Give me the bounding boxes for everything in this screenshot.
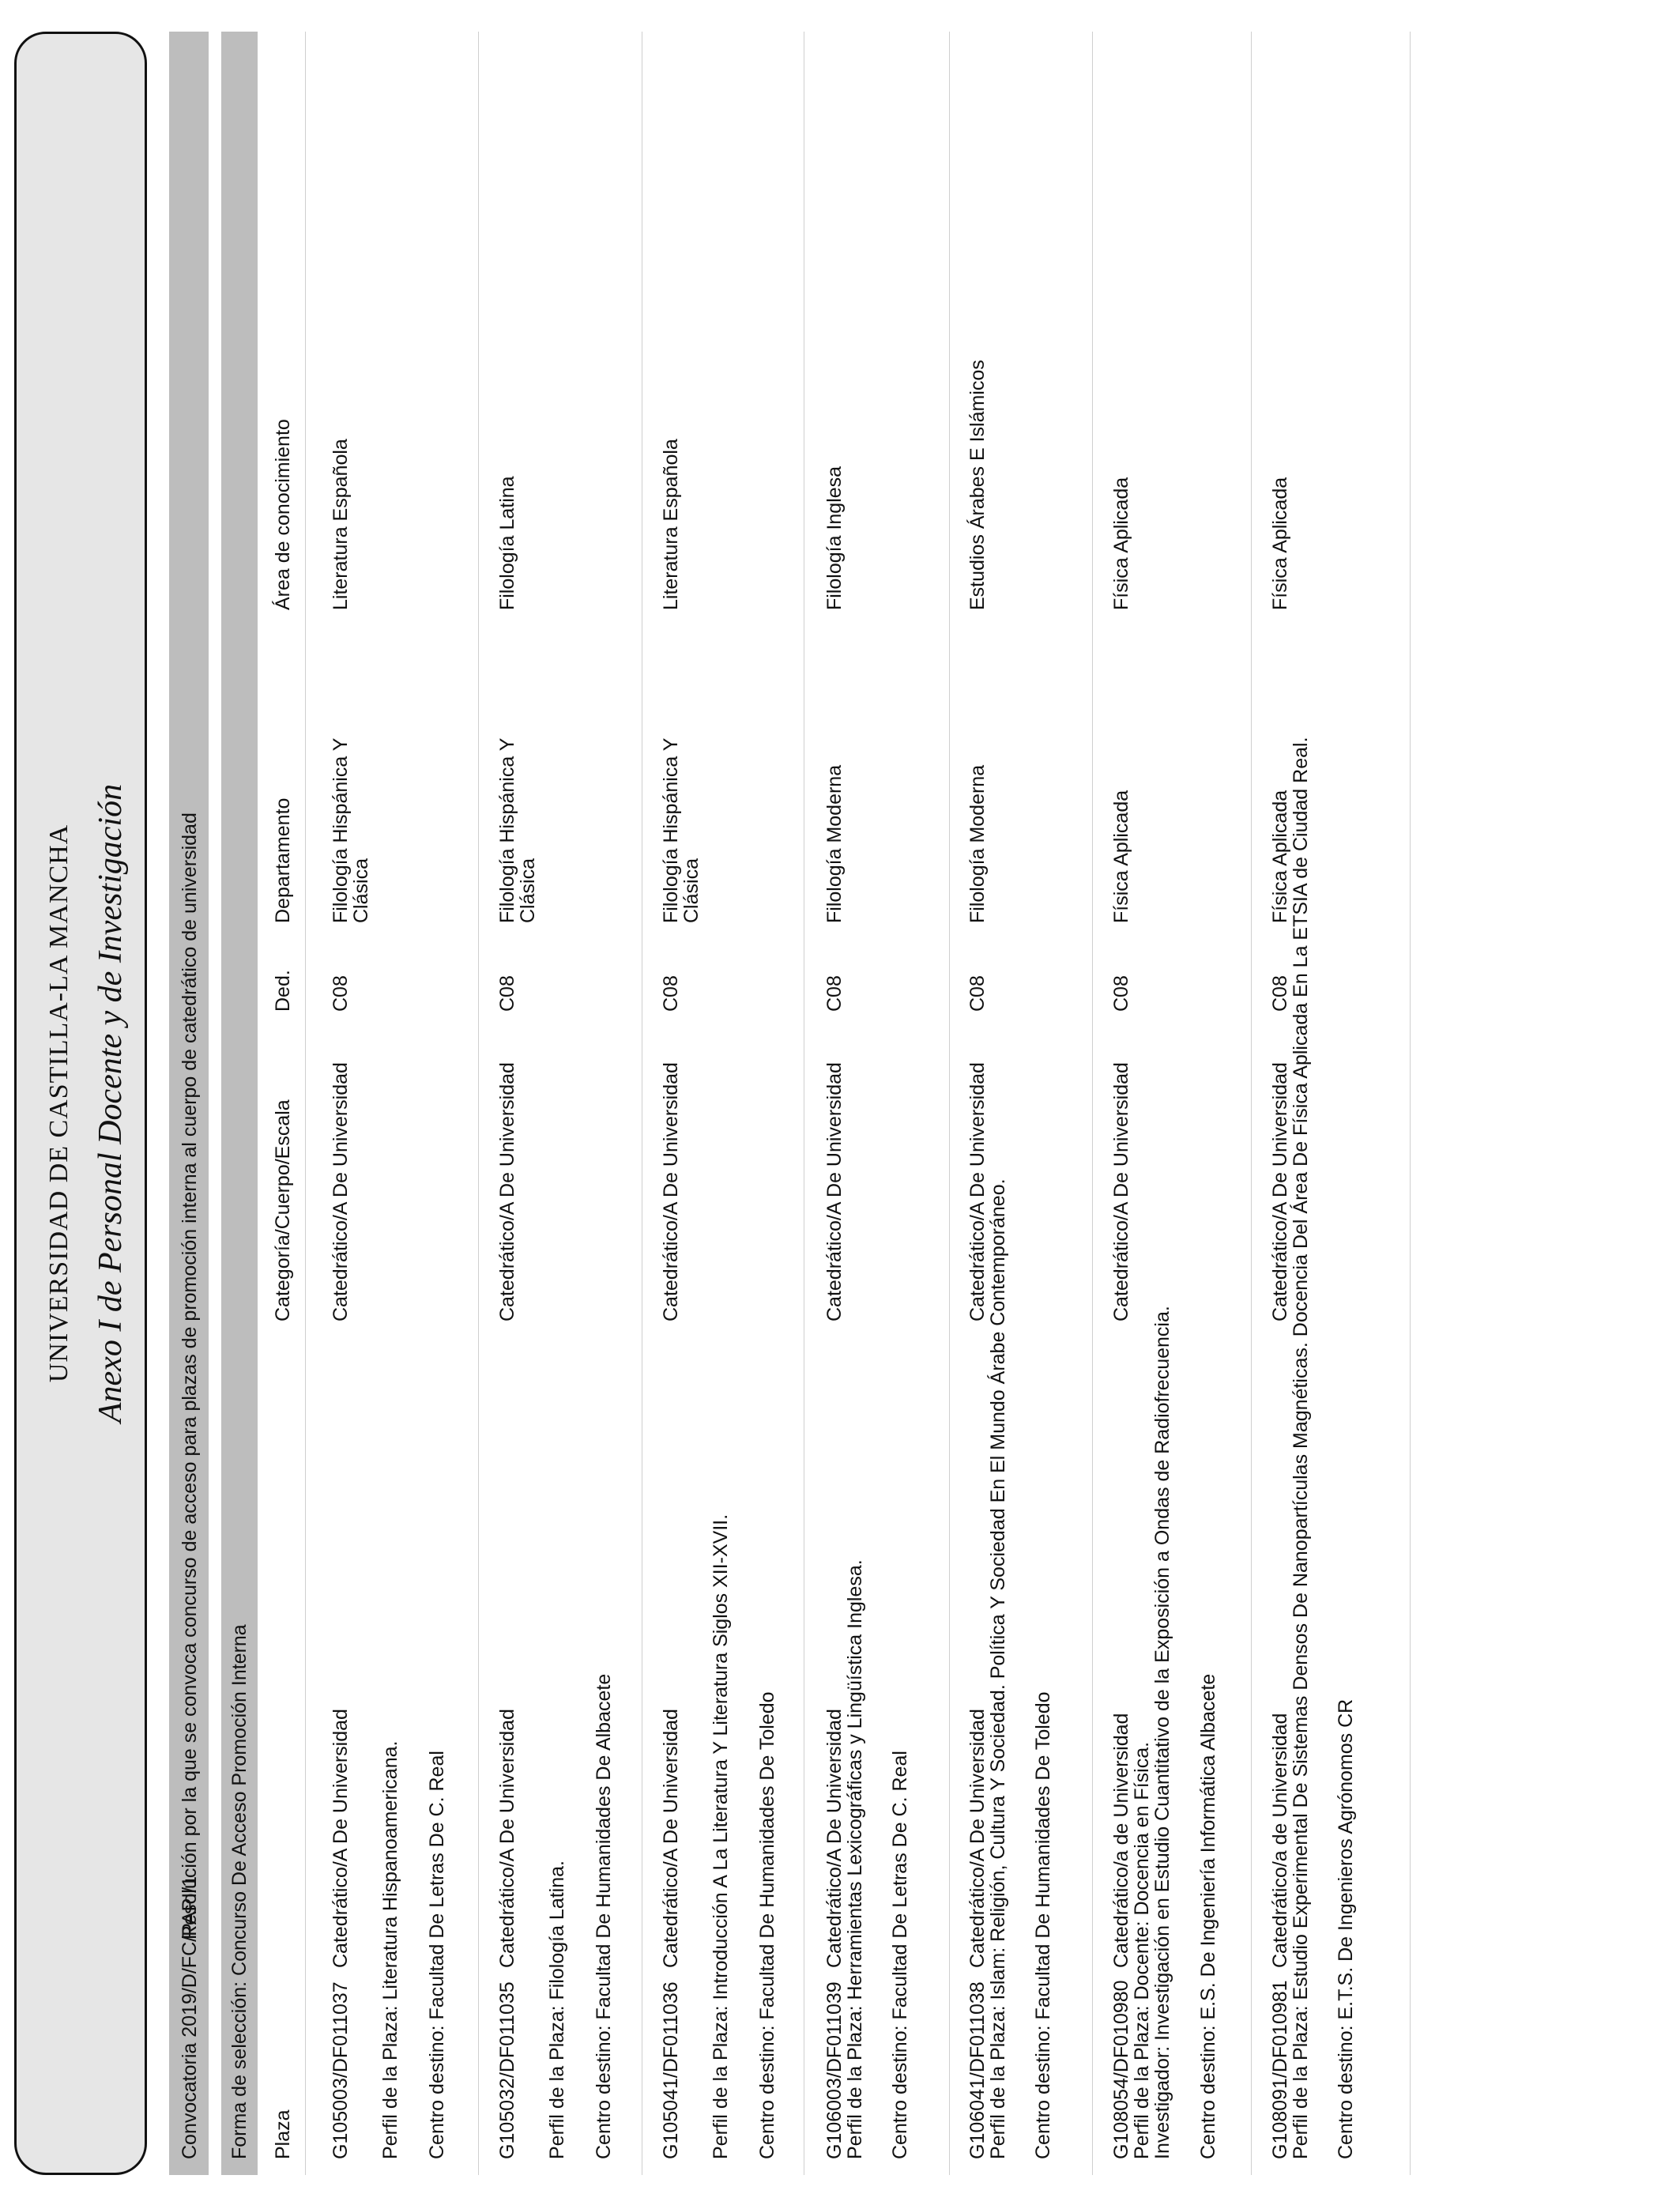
plaza-perfil: Perfil de la Plaza: Herramientas Lexicográficas y Lingüística Inglesa. (844, 1559, 866, 2159)
plaza-perfil: Perfil de la Plaza: Literatura Hispanoamericana. (379, 1740, 401, 2159)
plaza-categoria-short: Catedrático/a de Universidad (1269, 1713, 1291, 1968)
entry-departamento: Filología Moderna (823, 764, 846, 923)
entry-categoria: Catedrático/A De Universidad (330, 1062, 352, 1321)
plaza-centro-destino: Centro destino: E.T.S. De Ingenieros Agrónomos CR (1335, 1698, 1357, 2159)
entry-departamento: Filología Hispánica Y (330, 737, 352, 923)
seleccion-bar (221, 32, 258, 2175)
plaza-perfil: Perfil de la Plaza: Estudio Experimental De Sistemas Densos De Nanopartículas Magnéticas. Docencia Del Área De Física Aplicada En La ETSIA de Ciudad Real. (1290, 737, 1312, 2159)
entry-departamento-line2: Clásica (517, 858, 539, 923)
entry-categoria: Catedrático/A De Universidad (823, 1062, 846, 1321)
row-divider (1092, 32, 1093, 2175)
entry-departamento: Filología Moderna (966, 764, 989, 923)
col-departamento: Departamento (272, 797, 294, 923)
annex-title: Anexo I de Personal Docente y de Investigación (92, 783, 129, 1423)
entry-dedicacion: C08 (1269, 975, 1291, 1012)
entry-dedicacion: C08 (660, 975, 682, 1012)
convocatoria-text: Resolución por la que se convoca concurso de acceso para plazas de promoción interna al cuerpo de catedrático de universidad (179, 812, 201, 1940)
entry-categoria: Catedrático/A De Universidad (660, 1062, 682, 1321)
entry-area: Estudios Árabes E Islámicos (966, 360, 989, 610)
entry-area: Filología Inglesa (823, 466, 846, 610)
convocatoria-code: Convocatoria 2019/D/FC/PAPI/1 (179, 1875, 201, 2159)
plaza-categoria-short: Catedrático/A De Universidad (496, 1709, 518, 1968)
plaza-centro-destino: Centro destino: Facultad De Humanidades De Toledo (756, 1691, 778, 2159)
row-divider (949, 32, 950, 2175)
col-ded: Ded. (272, 970, 294, 1012)
entry-dedicacion: C08 (823, 975, 846, 1012)
col-area: Área de conocimiento (272, 419, 294, 610)
plaza-code: G106003/DF011039 (823, 1981, 846, 2159)
row-divider (1410, 32, 1411, 2175)
plaza-categoria-short: Catedrático/A De Universidad (966, 1709, 989, 1968)
entry-categoria: Catedrático/A De Universidad (966, 1062, 989, 1321)
entry-departamento-line2: Clásica (350, 858, 372, 923)
col-plaza: Plaza (272, 2109, 294, 2159)
entry-departamento: Física Aplicada (1110, 790, 1132, 923)
entry-area: Física Aplicada (1110, 477, 1132, 610)
entry-categoria: Catedrático/A De Universidad (496, 1062, 518, 1321)
row-divider (1251, 32, 1252, 2175)
plaza-centro-destino: Centro destino: Facultad De Letras De C. Real (889, 1751, 911, 2159)
entry-departamento-line2: Clásica (680, 858, 703, 923)
entry-dedicacion: C08 (966, 975, 989, 1012)
plaza-categoria-short: Catedrático/a de Universidad (1110, 1713, 1132, 1968)
plaza-centro-destino: Centro destino: Facultad De Letras De C. Real (426, 1751, 448, 2159)
plaza-perfil: Perfil de la Plaza: Filología Latina. (546, 1860, 568, 2159)
entry-departamento: Filología Hispánica Y (660, 737, 682, 923)
entry-categoria: Catedrático/A De Universidad (1269, 1062, 1291, 1321)
university-name: UNIVERSIDAD DE CASTILLA-LA MANCHA (44, 824, 73, 1383)
plaza-perfil-line2: Investigador: Investigación en Estudio Cuantitativo de la Exposición a Ondas de Radiofrecuencia. (1151, 1306, 1173, 2159)
plaza-code: G108054/DF010980 (1110, 1980, 1132, 2159)
plaza-categoria-short: Catedrático/A De Universidad (660, 1709, 682, 1968)
plaza-categoria-short: Catedrático/A De Universidad (823, 1709, 846, 1968)
plaza-code: G108091/DF010981 (1269, 1980, 1291, 2159)
column-headers (266, 32, 297, 2175)
row-divider (478, 32, 479, 2175)
entry-departamento: Física Aplicada (1269, 790, 1291, 923)
row-divider (305, 32, 306, 2175)
entry-area: Literatura Española (330, 439, 352, 610)
header-box (14, 32, 147, 2175)
entry-dedicacion: C08 (496, 975, 518, 1012)
entry-area: Literatura Española (660, 439, 682, 610)
entry-dedicacion: C08 (1110, 975, 1132, 1012)
seleccion-text: Forma de selección: Concurso De Acceso Promoción Interna (228, 1624, 250, 2159)
entry-dedicacion: C08 (330, 975, 352, 1012)
col-categoria: Categoría/Cuerpo/Escala (272, 1099, 294, 1321)
plaza-code: G105032/DF011035 (496, 1981, 518, 2159)
plaza-centro-destino: Centro destino: E.S. De Ingeniería Informática Albacete (1197, 1673, 1219, 2159)
entry-categoria: Catedrático/A De Universidad (1110, 1062, 1132, 1321)
plaza-code: G105003/DF011037 (330, 1981, 352, 2159)
entry-area: Física Aplicada (1269, 477, 1291, 610)
entry-departamento: Filología Hispánica Y (496, 737, 518, 923)
convocatoria-bar (169, 32, 209, 2175)
plaza-centro-destino: Centro destino: Facultad De Humanidades De Albacete (593, 1673, 615, 2159)
plaza-code: G105041/DF011036 (660, 1981, 682, 2159)
plaza-centro-destino: Centro destino: Facultad De Humanidades De Toledo (1032, 1691, 1054, 2159)
entry-area: Filología Latina (496, 476, 518, 610)
plaza-perfil: Perfil de la Plaza: Islam: Religión, Cultura Y Sociedad. Política Y Sociedad En El Mundo Árabe Contemporáneo. (987, 1178, 1009, 2159)
plaza-perfil: Perfil de la Plaza: Docente: Docencia en Física. (1131, 1741, 1153, 2159)
plaza-perfil: Perfil de la Plaza: Introducción A La Literatura Y Literatura Siglos XII-XVII. (710, 1514, 732, 2159)
plaza-code: G106041/DF011038 (966, 1981, 989, 2159)
plaza-categoria-short: Catedrático/A De Universidad (330, 1709, 352, 1968)
